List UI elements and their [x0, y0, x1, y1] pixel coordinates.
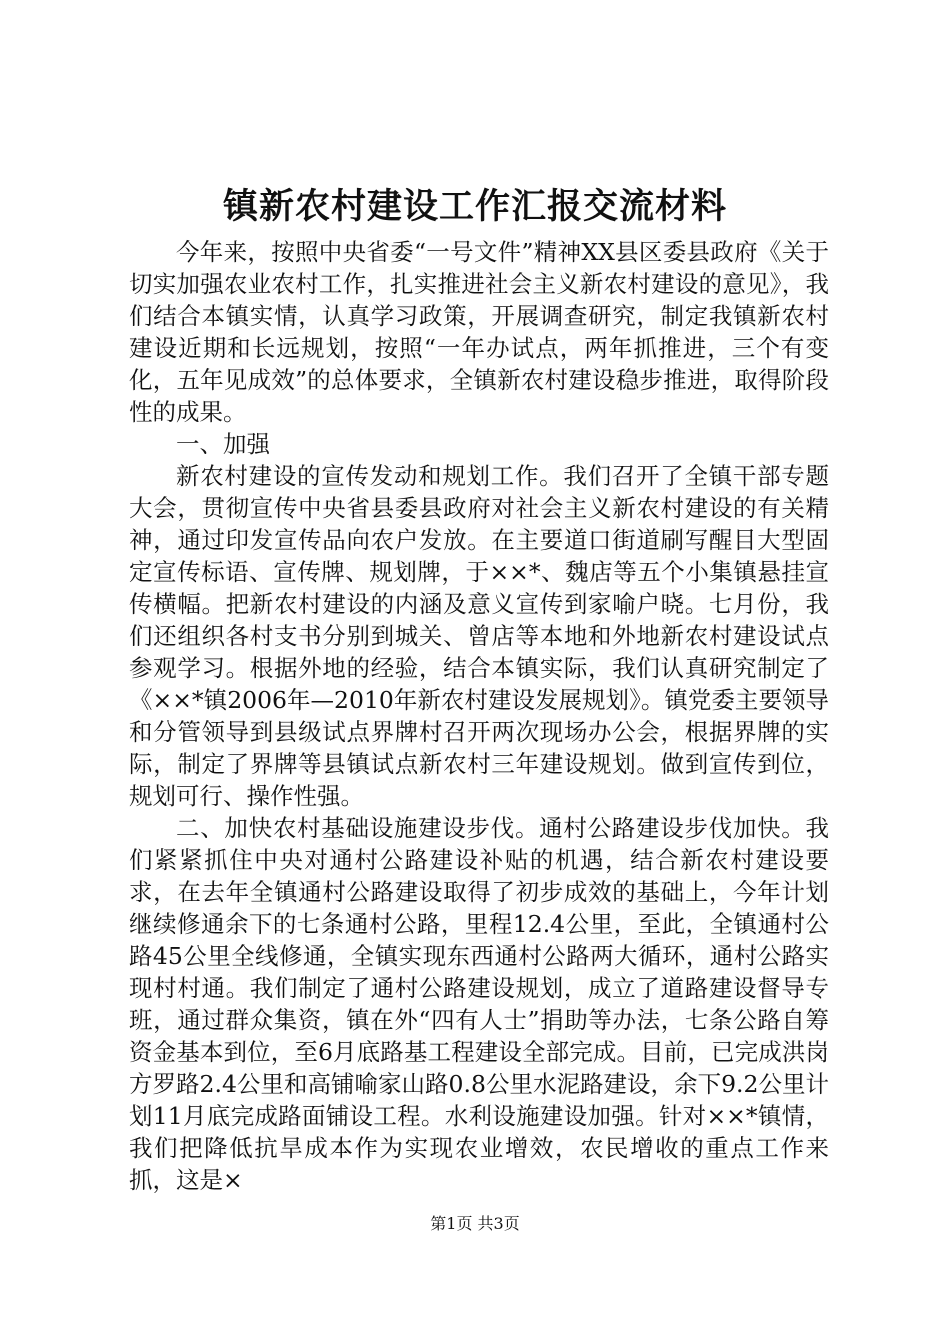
section-heading-1: 一、加强: [176, 430, 270, 458]
paragraph-section-2: 二、加快农村基础设施建设步伐。通村公路建设步伐加快。我们紧紧抓住中央对通村公路建设补贴的机遇，结合新农村建设要求，在去年全镇通村公路建设取得了初步成效的基础上，今年计划继续修通余下的七条通村公路，里程12.4公里，至此，全镇通村公路45公里全线修通，全镇实现东西通村公路两大循环，通村公路实现村村通。我们制定了通村公路建设规划，成立了道路建设督导专班，通过群众集资，镇在外“四有人士”捐助等办法，七条公路自筹资金基本到位，至6月底路基工程建设全部完成。目前，已完成洪岗方罗路2.4公里和高铺喻家山路0.8公里水泥路建设，余下9.2公里计划11月底完成路面铺设工程。水利设施建设加强。针对××*镇情，我们把降低抗旱成本作为实现农业增效，农民增收的重点工作来抓，这是×: [129, 814, 829, 1194]
page-footer: 第1页 共3页: [430, 1214, 520, 1233]
paragraph-intro: 今年来，按照中央省委“一号文件”精神XX县区委县政府《关于切实加强农业农村工作，扎实推进社会主义新农村建设的意见》，我们结合本镇实情，认真学习政策，开展调查研究，制定我镇新农村建设近期和长远规划，按照“一年办试点，两年抓推进，三个有变化，五年见成效”的总体要求，全镇新农村建设稳步推进，取得阶段性的成果。: [129, 238, 829, 426]
paragraph-section-1: 新农村建设的宣传发动和规划工作。我们召开了全镇干部专题大会，贯彻宣传中央省县委县政府对社会主义新农村建设的有关精神，通过印发宣传品向农户发放。在主要道口街道刷写醒目大型固定宣传标语、宣传牌、规划牌，于××*、魏店等五个小集镇悬挂宣传横幅。把新农村建设的内涵及意义宣传到家喻户晓。七月份，我们还组织各村支书分别到城关、曾店等本地和外地新农村建设试点参观学习。根据外地的经验，结合本镇实际，我们认真研究制定了《××*镇2006年—2010年新农村建设发展规划》。镇党委主要领导和分管领导到县级试点界牌村召开两次现场办公会，根据界牌的实际，制定了界牌等县镇试点新农村三年建设规划。做到宣传到位，规划可行、操作性强。: [129, 462, 829, 810]
document-title: 镇新农村建设工作汇报交流材料: [222, 186, 727, 227]
document-body: [129, 236, 829, 1196]
